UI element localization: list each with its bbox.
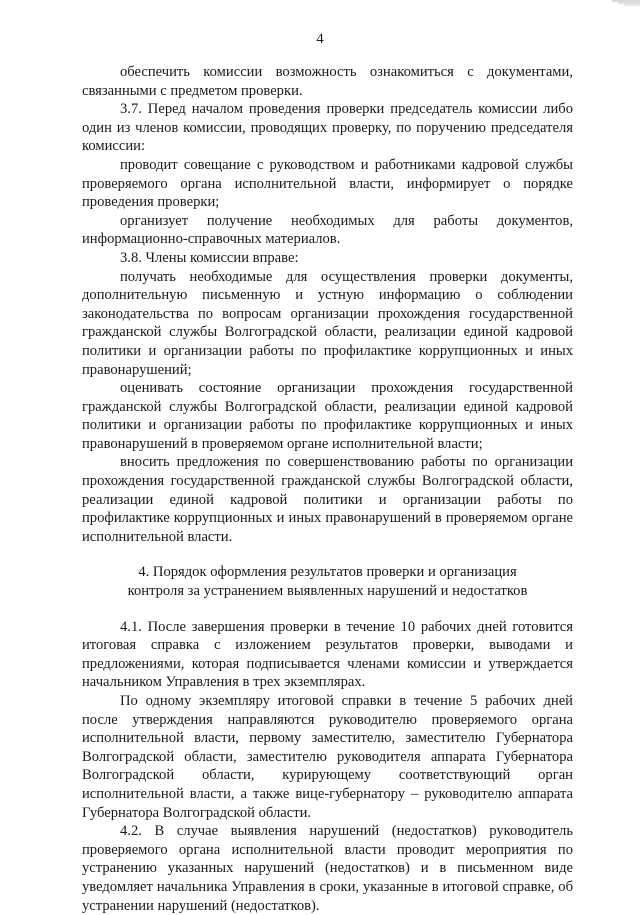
paragraph: 3.8. Члены комиссии вправе: <box>120 249 299 266</box>
paragraph: оценивать состояние организации прохождения государственной гражданской службы Волгоградской области, реализации единой кадровой политики и организации работы по профилактике коррупционных и иных правонарушений в проверяемом органе исполнительной власти; <box>82 380 573 452</box>
paragraph: 4.2. В случае выявления нарушений (недостатков) руководитель проверяемого органа исполнительной власти проводит мероприятия по устранению указанных нарушений (недостатков) и в письменном виде уведомляет начальника Управления в сроки, указанные в итоговой справке, об устранении нарушений (недостатков). <box>82 823 573 914</box>
document-body <box>82 63 573 915</box>
paragraphs-top <box>82 63 573 546</box>
page-corner-mark <box>610 0 640 14</box>
paragraph: организует получение необходимых для работы документов, информационно-справочных материалов. <box>82 212 573 248</box>
paragraph: 4.1. После завершения проверки в течение 10 рабочих дней готовится итоговая справка с изложением результатов проверки, выводами и предложениями, которая подписывается членами комиссии и утверждается начальником Управления в трех экземплярах. <box>82 618 573 691</box>
page-number: 4 <box>316 31 324 47</box>
paragraph: получать необходимые для осуществления проверки документы, дополнительную письменную и устную информацию о соблюдении законодательства по вопросам организации прохождения государственной гражданской службы Волгоградской области, реализации единой кадровой политики и организации работы по профилактике коррупционных и иных правонарушений; <box>82 268 573 378</box>
paragraph: По одному экземпляру итоговой справки в течение 5 рабочих дней после утверждения направляются руководителю проверяемого органа исполнительной власти, первому заместителю, заместителю Губернатора Волгоградской области, заместителю руководителя аппарата Губернатора Волгоградской области, курирующему соответствующий орган исполнительной власти, а также вице-губернатору – руководителю аппарата Губернатора Волгоградской области. <box>82 693 573 821</box>
paragraph: обеспечить комиссии возможность ознакомиться с документами, связанными с предметом проверки. <box>82 64 573 99</box>
section-heading-line-2: контроля за устранением выявленных нарушений и недостатков <box>127 583 528 600</box>
paragraphs-bottom <box>82 618 573 915</box>
section-heading-line-1: 4. Порядок оформления результатов проверки и организация <box>138 564 517 581</box>
paragraph: проводит совещание с руководством и работниками кадровой службы проверяемого органа исполнительной власти, информирует о порядке проведения проверки; <box>82 156 573 211</box>
section-heading <box>82 563 573 600</box>
paragraph: вносить предложения по совершенствованию работы по организации прохождения государственной гражданской службы Волгоградской области, реализации единой кадровой политики и организации работы по профилактике коррупционных и иных правонарушений в проверяемом органе исполнительной власти. <box>82 454 573 545</box>
paragraph: 3.7. Перед началом проведения проверки председатель комиссии либо один из членов комиссии, проводящих проверку, по поручению председателя комиссии: <box>82 101 573 155</box>
